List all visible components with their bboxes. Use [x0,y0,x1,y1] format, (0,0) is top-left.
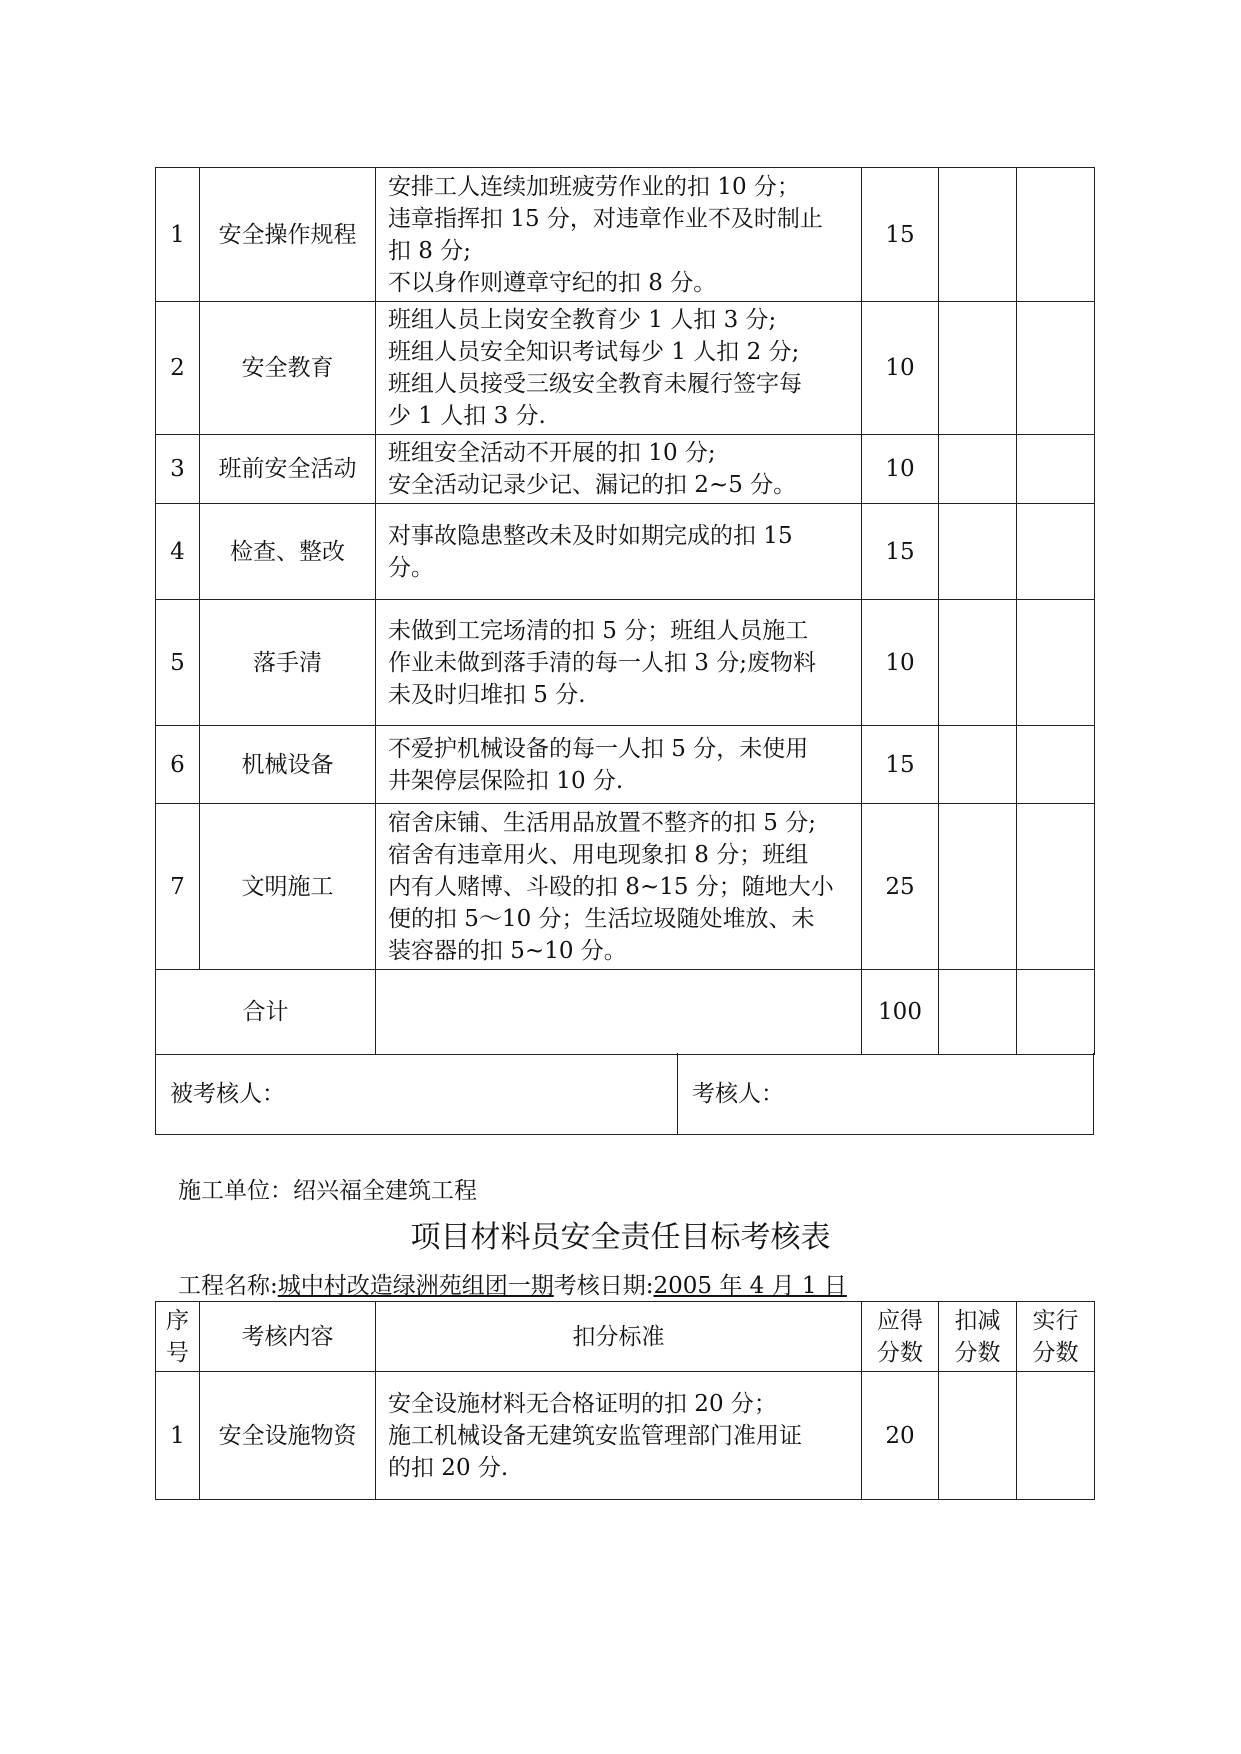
assessment-item: 文明施工 [200,804,376,970]
actual-score [1017,726,1095,804]
row-number: 5 [156,600,200,726]
full-score: 10 [862,600,939,726]
full-score: 25 [862,804,939,970]
table-row [156,600,1095,726]
deduction-criteria: 班组人员上岗安全教育少 1 人扣 3 分; 班组人员安全知识考试每少 1 人扣 2 分; 班组人员接受三级安全教育未履行签字每 少 1 人扣 3 分. [376,302,862,435]
header-deduct: 扣减 分数 [939,1302,1017,1372]
deducted-score [939,435,1017,504]
row-number: 3 [156,435,200,504]
assessment-table-2 [155,1301,1095,1500]
deducted-score [939,168,1017,302]
assessor-label: 考核人： [692,1081,784,1107]
header-actual: 实行 分数 [1017,1302,1095,1372]
full-score: 10 [862,435,939,504]
row-number: 6 [156,726,200,804]
assessment-item: 安全设施物资 [200,1372,376,1500]
signature-row [155,1053,1094,1135]
deducted-score [939,504,1017,600]
deduction-criteria: 安排工人连续加班疲劳作业的扣 10 分； 违章指挥扣 15 分，对违章作业不及时制止 扣 8 分; 不以身作则遵章守纪的扣 8 分。 [376,168,862,302]
deducted-score [939,1372,1017,1500]
row-number: 2 [156,302,200,435]
table-row [156,168,1095,302]
header-score: 应得 分数 [862,1302,939,1372]
full-score: 15 [862,168,939,302]
deduction-criteria: 安全设施材料无合格证明的扣 20 分； 施工机械设备无建筑安监管理部门准用证 的扣 20 分. [376,1372,862,1500]
assessment-item: 落手清 [200,600,376,726]
assessment-item: 机械设备 [200,726,376,804]
assessment-date-value: 2005 年 4 月 1 日 [653,1273,847,1299]
project-info [178,1271,847,1301]
table-row [156,726,1095,804]
full-score: 15 [862,726,939,804]
total-label: 合计 [156,970,376,1055]
assessment-table-1 [155,167,1095,1055]
row-number: 1 [156,1372,200,1500]
deduction-criteria: 宿舍床铺、生活用品放置不整齐的扣 5 分; 宿舍有违章用火、用电现象扣 8 分；班组 内有人赌博、斗殴的扣 8~15 分；随地大小 便的扣 5～10 分；生活垃圾随处堆放、未 装容器的扣 5~10 分。 [376,804,862,970]
deduction-criteria: 对事故隐患整改未及时如期完成的扣 15 分。 [376,504,862,600]
deducted-score [939,600,1017,726]
assessment-date-label: 考核日期: [553,1273,654,1299]
header-criteria: 扣分标准 [376,1302,862,1372]
total-actual [1017,970,1095,1055]
full-score: 15 [862,504,939,600]
deduction-criteria: 班组安全活动不开展的扣 10 分; 安全活动记录少记、漏记的扣 2~5 分。 [376,435,862,504]
deducted-score [939,726,1017,804]
total-criteria [376,970,862,1055]
assessment-item: 检查、整改 [200,504,376,600]
assessee-label: 被考核人： [156,1053,678,1134]
actual-score [1017,600,1095,726]
actual-score [1017,168,1095,302]
project-name-label: 工程名称: [178,1273,278,1299]
deducted-score [939,804,1017,970]
construction-unit: 施工单位：绍兴福全建筑工程 [178,1178,477,1204]
row-number: 7 [156,804,200,970]
header-row [156,1302,1095,1372]
assessment-item: 安全教育 [200,302,376,435]
actual-score [1017,804,1095,970]
project-name-value: 城中村改造绿洲苑组团一期 [277,1273,554,1299]
deducted-score [939,302,1017,435]
full-score: 20 [862,1372,939,1500]
actual-score [1017,302,1095,435]
assessment-item: 班前安全活动 [200,435,376,504]
deduction-criteria: 未做到工完场清的扣 5 分；班组人员施工 作业未做到落手清的每一人扣 3 分;废物料 未及时归堆扣 5 分. [376,600,862,726]
table-row [156,504,1095,600]
actual-score [1017,1372,1095,1500]
total-score: 100 [862,970,939,1055]
row-number: 1 [156,168,200,302]
table-row [156,804,1095,970]
table-row [156,302,1095,435]
row-number: 4 [156,504,200,600]
total-row [156,970,1095,1055]
actual-score [1017,504,1095,600]
header-no: 序 号 [156,1302,200,1372]
full-score: 10 [862,302,939,435]
table-row [156,435,1095,504]
header-item: 考核内容 [200,1302,376,1372]
deduction-criteria: 不爱护机械设备的每一人扣 5 分，未使用 井架停层保险扣 10 分. [376,726,862,804]
table-row [156,1372,1095,1500]
total-deducted [939,970,1017,1055]
actual-score [1017,435,1095,504]
assessment-item: 安全操作规程 [200,168,376,302]
page-title: 项目材料员安全责任目标考核表 [410,1220,831,1255]
